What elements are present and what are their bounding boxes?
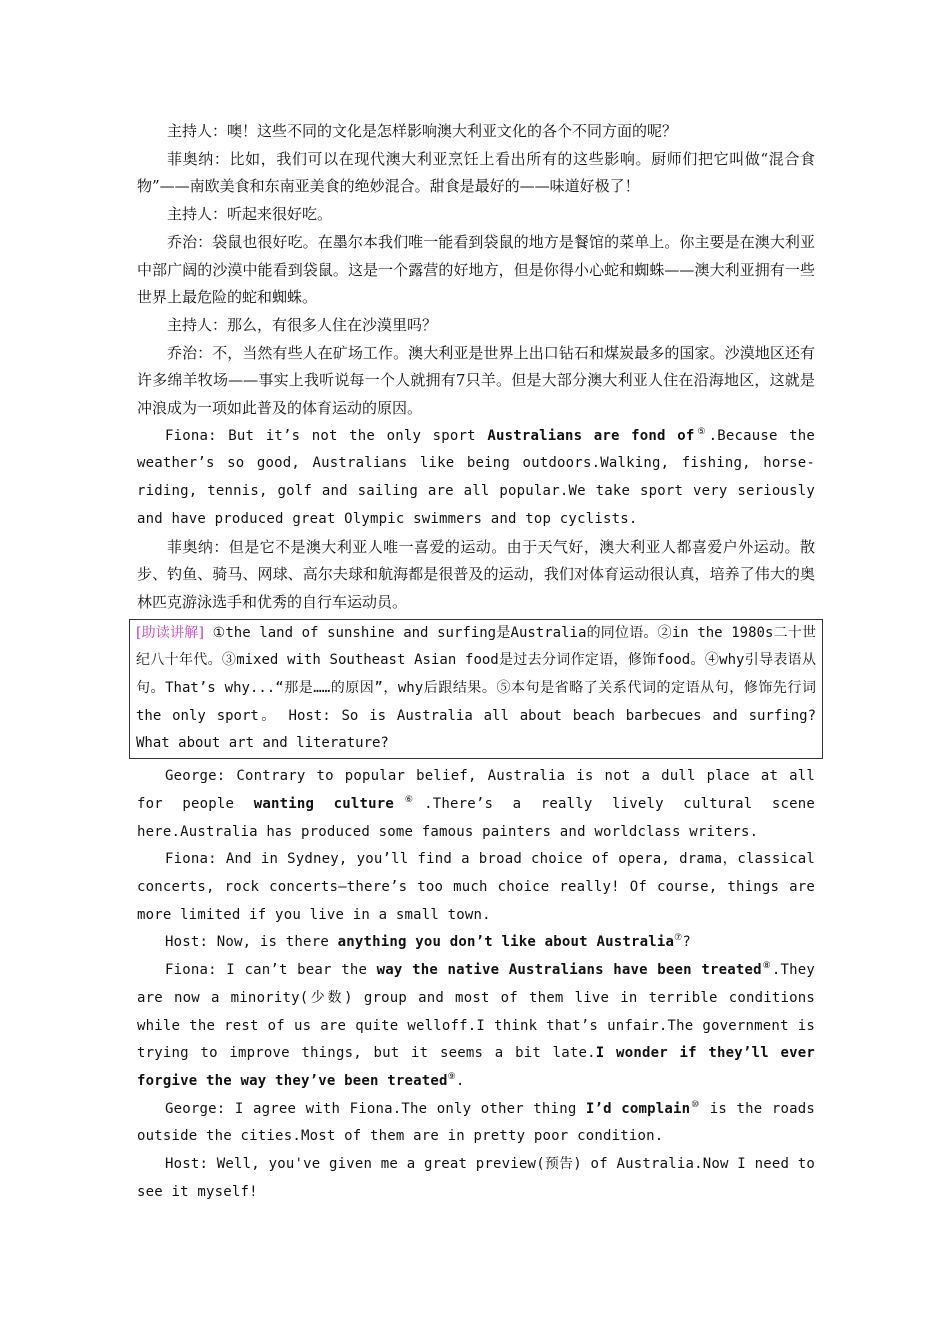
notes-label: [助读讲解] — [136, 624, 204, 641]
text: George: Contrary to popular belief, Australia is not a dull place at all for people — [137, 768, 815, 812]
footnote-marker: ⑥ — [394, 794, 425, 805]
paragraph-en-5 — [137, 957, 815, 1096]
text: .They are now a minority(少数) group and most of them live in terrible conditions while the rest of us are quite welloff.I think that’s unfair.The government is trying to improve things, but it seems a bit late. — [137, 962, 815, 1062]
paragraph-en-7: Host: Well, you've given me a great preview(预告) of Australia.Now I need to see it myself! — [137, 1156, 815, 1200]
paragraph-en-4 — [137, 929, 815, 957]
paragraph-zh-7: 菲奥纳：但是它不是澳大利亚人唯一喜爱的运动。由于天气好，澳大利亚人都喜爱户外运动。散步、钓鱼、骑马、网球、高尔夫球和航海都是很普及的运动，我们对体育运动很认真，培养了伟大的奥林匹克游泳选手和优秀的自行车运动员。 — [137, 537, 815, 611]
paragraph-en-6 — [137, 1096, 815, 1151]
text: .Because the weather’s so good, Australians like being outdoors.Walking, fishing, horse-riding, tennis, golf and sailing are all popular.We take sport very seriously and have produced great Olympic swimmers and top cyclists. — [137, 427, 816, 527]
highlight-phrase: I’d complain — [585, 1100, 691, 1117]
footnote-marker: ⑩ — [690, 1099, 701, 1110]
paragraph-zh-5: 主持人：那么，有很多人住在沙漠里吗？ — [167, 315, 438, 334]
notes-text: ①the land of sunshine and surfing是Australia的同位语。②in the 1980s二十世纪八十年代。③mixed with Southeast Asian food是过去分词作定语，修饰food。④why引导表语从句。That’s why...“那是……的原因”，why后跟结果。⑤本句是省略了关系代词的定语从句，修饰先行词the only sport。 Host: So is Australia all about beach barbecues and surfing? What about art and literature? — [136, 624, 816, 752]
text: . — [455, 1072, 465, 1089]
document-page — [137, 118, 815, 1206]
paragraph-zh-3: 主持人：听起来很好吃。 — [167, 205, 333, 224]
text: ? — [682, 934, 692, 951]
text: is the roads outside the cities.Most of them are in pretty poor condition. — [137, 1100, 815, 1145]
paragraph-en-1 — [137, 423, 815, 534]
text: Fiona: But it’s not the only sport — [165, 427, 488, 444]
text: .There’s a really lively cultural scene here.Australia has produced some famous painters and worldclass writers. — [137, 795, 815, 840]
paragraph-en-2 — [137, 763, 815, 846]
text: Fiona: I can’t bear the — [165, 962, 377, 979]
paragraph-zh-2: 菲奥纳：比如，我们可以在现代澳大利亚烹饪上看出所有的这些影响。厨师们把它叫做“混合食物”——南欧美食和东南亚美食的绝妙混合。甜食是最好的——味道好极了！ — [137, 149, 815, 196]
footnote-marker: ⑦ — [674, 933, 683, 944]
paragraph-en-3: Fiona: And in Sydney, you’ll find a broad choice of opera, drama，classical concerts, rock concerts—there’s too much choice really! Of course, things are more limited if you live in a small town. — [137, 851, 815, 923]
highlight-phrase: Australians are fond of — [487, 427, 695, 444]
text: George: I agree with Fiona.The only other thing — [165, 1100, 586, 1117]
footnote-marker: ⑨ — [447, 1071, 456, 1082]
highlight-phrase: anything you don’t like about Australia — [337, 934, 675, 951]
highlight-phrase: I wonder if they’ll ever forgive the way they’ve been treated — [137, 1045, 815, 1089]
highlight-phrase: way the native Australians have been treated — [376, 962, 762, 979]
footnote-marker: ⑤ — [694, 426, 709, 437]
footnote-marker: ⑧ — [761, 961, 772, 972]
highlight-phrase: wanting culture — [253, 795, 395, 812]
paragraph-zh-6: 乔治：不，当然有些人在矿场工作。澳大利亚是世界上出口钻石和煤炭最多的国家。沙漠地区还有许多绵羊牧场——事实上我听说每一个人就拥有7只羊。但是大部分澳大利亚人住在沿海地区，这就是冲浪成为一项如此普及的体育运动的原因。 — [137, 343, 815, 418]
paragraph-zh-4: 乔治：袋鼠也很好吃。在墨尔本我们唯一能看到袋鼠的地方是餐馆的菜单上。你主要是在澳大利亚中部广阔的沙漠中能看到袋鼠。这是一个露营的好地方，但是你得小心蛇和蜘蛛——澳大利亚拥有一些世界上最危险的蛇和蜘蛛。 — [137, 232, 815, 307]
text: Host: Now, is there — [165, 934, 338, 951]
paragraph-zh-1: 主持人：噢！这些不同的文化是怎样影响澳大利亚文化的各个不同方面的呢？ — [167, 122, 678, 140]
reading-notes-box — [129, 619, 823, 760]
